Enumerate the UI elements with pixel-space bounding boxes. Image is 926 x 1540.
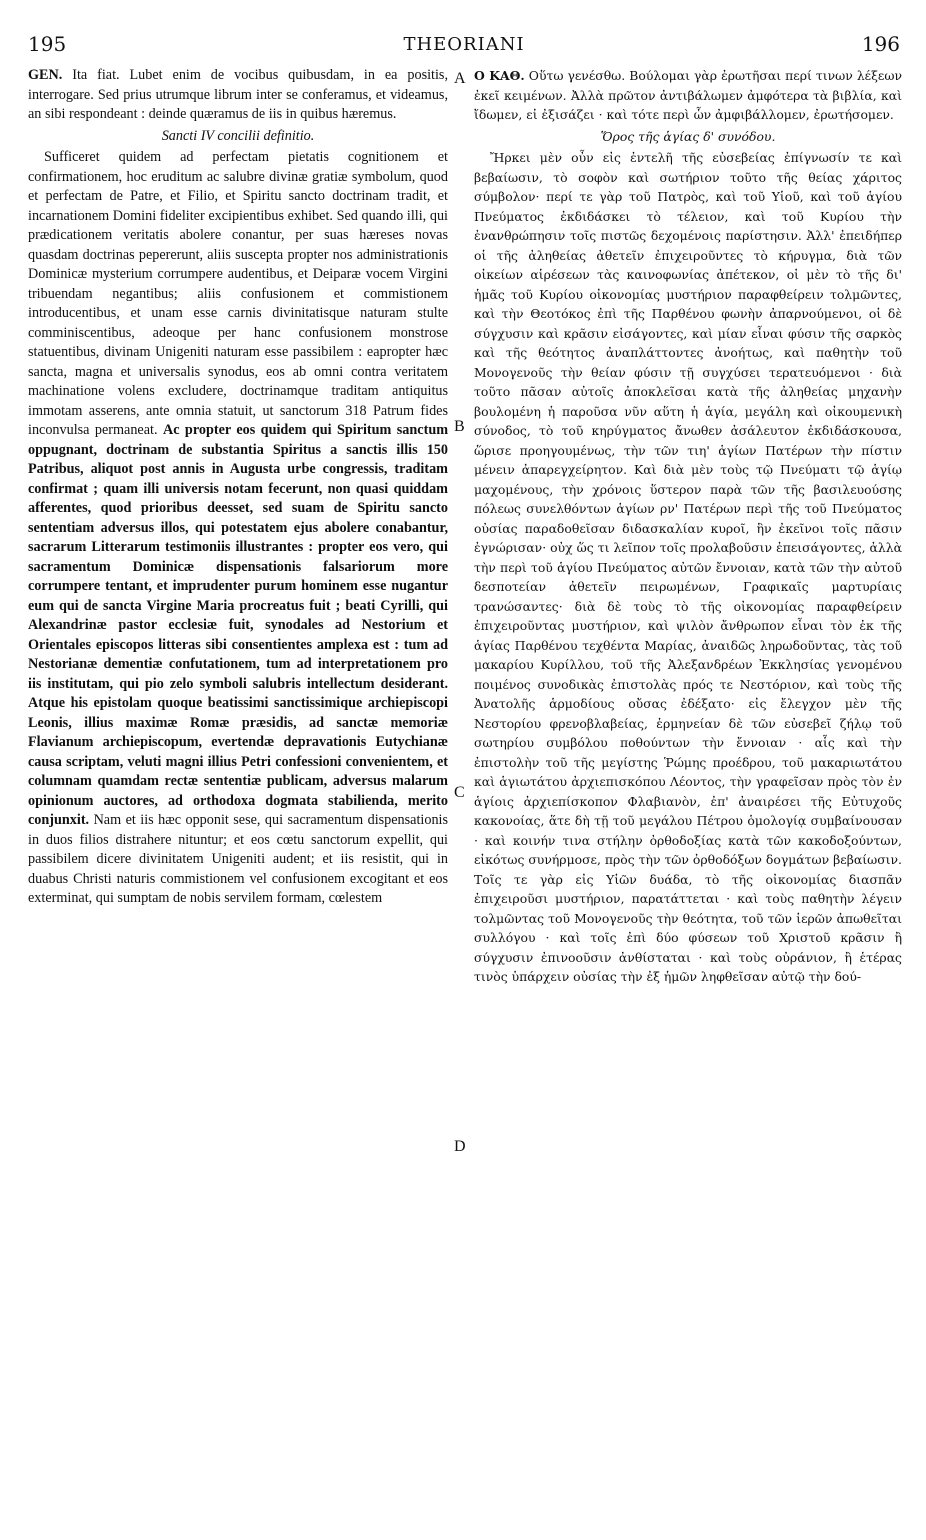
latin-opening-paragraph: [28, 66, 448, 125]
margin-letter-d: D: [454, 1138, 466, 1155]
greek-section-heading: Ὅρος τῆς ἁγίας δ' συνόδου.: [600, 128, 776, 144]
margin-letter-b: B: [454, 418, 465, 435]
page-number-right: 196: [861, 32, 900, 56]
page-number-left: 195: [28, 32, 67, 56]
running-head: [28, 32, 900, 58]
greek-speaker: Ο ΚΑΘ.: [474, 68, 525, 83]
margin-letter-c: C: [454, 784, 465, 801]
greek-opening-paragraph: [474, 66, 902, 125]
latin-column: [28, 66, 448, 1532]
latin-opening-text: Ita fiat. Lubet enim de vocibus quibusdam, in ea positis, interrogare. Sed prius utrumque librum inter se conferamus, et videamus, an sibi respondeant : deinde quæramus de iis in quibus hæremus.: [28, 67, 448, 122]
margin-letter-a: A: [454, 70, 466, 87]
greek-body-paragraph: Ἤρκει μὲν οὖν εἰς ἐντελῆ τῆς εὐσεβείας ἐπίγνωσίν τε καὶ βεβαίωσιν, τὸ σοφὸν καὶ σωτήριον τοῦτο τῆς θείας χάριτος σύμβολον· περί τε γὰρ τοῦ Πατρὸς, καὶ τοῦ Υἱοῦ, καὶ τοῦ ἁγίου Πνεύματος ἐκδιδάσκει τὸ τέλειον, καὶ τοῦ Κυρίου τὴν ἐνανθρώπησιν τοῖς πιστῶς δεχομένοις παρίστησιν. Ἀλλ' ἐπειδήπερ οἱ τῆς ἀληθείας ἀθετεῖν ἐπιχειροῦντες τὸ κήρυγμα, διὰ τῶν οἰκείων αἱρέσεων τὰς καινοφωνίας ἀπέτεκον, οἱ μὲν τὸ τῆς δι' ἡμᾶς τοῦ Κυρίου οἰκονομίας μυστήριον παραφθείρειν τολμῶντες, καὶ τὴν Θεοτόκος ἐπὶ τῆς Παρθένου φωνὴν ἀπαρνούμενοι, οἱ δὲ σύγχυσιν καὶ κρᾶσιν εἰσάγοντες, καὶ μίαν εἶναι φύσιν τῆς σαρκὸς καὶ τῆς θεότητος ἀναπλάττοντες ἀνοήτως, καὶ παθητὴν τοῦ Μονογενοῦς τὴν θείαν φύσιν τῇ συγχύσει τερατευόμενοι · διὰ τοῦτο πᾶσαν αὐτοῖς ἀποκλεῖσαι κατὰ τῆς ἀληθείας μηχανὴν βουλομένη ἡ παροῦσα νῦν αὕτη ἡ ἁγία, μεγάλη καὶ οἰκουμενικὴ σύνοδος, τὸ τοῦ κηρύγματος ἄνωθεν ἀσάλευτον ἐκδιδάσκουσα, ὥρισε προηγουμένως, τὴν τῶν τιη' ἁγίων Πατέρων τὴν πίστιν μένειν ἀπαρεγχείρητον. Καὶ διὰ μὲν τοὺς τῷ Πνεύματι τῷ ἁγίῳ μαχομένους, τὴν χρόνοις ὕστερον παρὰ τῶν τῆς βασιλευούσης πόλεως συνελθόντων ἁγίων ρν' Πατέρων περὶ τῆς τοῦ Πνεύματος οὐσίας παραδοθεῖσαν διδασκαλίαν κυροῖ, ἣν ἐκεῖνοι τοῖς πᾶσιν ἐγνώρισαν· οὐχ ὥς τι λεῖπον τοῖς προλαβοῦσιν ἐπεισάγοντες, ἀλλὰ τὴν περὶ τοῦ ἁγίου Πνεύματος αὐτῶν ἔννοιαν, κατὰ τῶν τὴν αὐτοῦ δεσποτείαν ἀθετεῖν πειρωμένων, Γραφικαῖς μαρτυρίαις τρανώσαντες· διὰ δὲ τοὺς τὸ τῆς οἰκονομίας παραφθείρειν ἐπιχειροῦντας μυστήριον, καὶ ψιλὸν ἄνθρωπον εἶναι τὸν ἐκ τῆς ἁγίας Παρθένου τεχθέντα Μαρίας, ἀναιδῶς ληρωδοῦντας, τὰς τοῦ μακαρίου Κυρίλλου, τοῦ τῆς Ἀλεξανδρέων Ἐκκλησίας γενομένου ποιμένος συνοδικὰς ἐπιστολὰς πρός τε Νεστόριον, καὶ τοὺς τῆς Ἀνατολῆς ἁρμοδίους οὔσας ἐδέξατο· εἰς ἔλεγχον μὲν τῆς Νεστορίου φρενοβλαβείας, ἑρμηνείαν δὲ τῶν εὐσεβεῖ ζήλῳ τοῦ σωτηρίου συμβόλου ποθούντων τὴν ἔννοιαν · αἷς καὶ τὴν ἐπιστολὴν τοῦ τῆς μεγίστης Ῥώμης προέδρου, τοῦ μακαριωτάτου καὶ ἁγιωτάτου ἀρχιεπισκόπου Λέοντος, τὴν γραφεῖσαν πρὸς τὸν ἐν ἁγίοις ἀρχιεπίσκοπον Φλαβιανὸν, ἐπ' ἀναιρέσει τῆς Εὐτυχοῦς κακονοίας, ἅτε δὴ τῇ τοῦ μεγάλου Πέτρου ὁμολογίᾳ συμβαίνουσαν · καὶ κοινήν τινα στήλην ὀρθοδοξίας κατὰ τῶν κακοδοξούντων, εἰκότως συνήρμοσε, πρὸς τὴν τῶν ὀρθοδόξων δογμάτων βεβαίωσιν. Τοῖς τε γὰρ εἰς Υἱῶν δυάδα, τὸ τῆς οἰκονομίας διασπᾶν ἐπιχειροῦσι μυστήριον, παρατάττεται · καὶ τοὺς παθητὴν λέγειν τολμῶντας τοῦ Μονογενοῦς τὴν θεότητα, τοῦ τῶν ἱερῶν ἀπωθεῖται συλλόγου · καὶ τοῖς ἐπὶ δύο φύσεων τοῦ Χριστοῦ κρᾶσιν ἢ σύγχυσιν ἐπινοοῦσιν ἀνθίσταται · καὶ τοὺς οὐράνιον, ἢ ἑτέρας τινὸς ὑπάρχειν οὐσίας τὴν ἐξ ἡμῶν ληφθεῖσαν αὐτῷ τὴν δού-: [474, 150, 902, 984]
greek-column: [474, 66, 902, 1532]
latin-body-paragraph: [28, 148, 448, 909]
running-title: THEORIANI: [403, 34, 525, 55]
latin-body-bold-text: Ac propter eos quidem qui Spiritum sanctum oppugnant, doctrinam de substantia Spiritus a sanctis illis 150 Patribus, aliquot post annis in Augusta urbe congressis, traditam confirmat ; quam illi universis notam fecerunt, non quasi quiddam afferentes, quod prioribus deesset, sed suam de Spiritu sancto sententiam adversus illos, qui potestatem ejus abolere conabantur, sacrarum Litterarum testimoniis illustrantes : propter eos vero, qui sacramentum Dominicæ dispensationis falsariorum more corrumpere tentant, et imprudenter purum hominem esse nugantur eum qui de sancta Virgine Maria procreatus fuit ; beati Cyrilli, qui Alexandrinæ pastor ecclesiæ fuit, synodales ad Nestorium et Orientales episcopos litteras sibi consentientes amplexa est : tum ad Nestorianæ dementiæ confutationem, tum ad interpretationem pro iis institutam, qui pio zelo symboli salubris intellectum desiderant. Atque his epistolam quoque beatissimi sanctissimique archiepiscopi Leonis, illius maximæ Romæ præsidis, ad sanctæ memoriæ Flavianum archiepiscopum, evertendæ depravationis Eutychianæ causa scriptam, veluti magni illius Petri confessioni convenientem, et columnam quamdam rectæ sententiæ publicam, adversus malarum opinionum auctores, ad orthodoxa dogmata stabilienda, merito conjunxit.: [28, 422, 448, 828]
latin-speaker: GEN.: [28, 67, 63, 83]
latin-body-end-text: Nam et iis hæc opponit sese, qui sacramentum dispensationis in duos filios distrahere nituntur; et eos cœtu sanctorum expellit, qui passibilem dicere divinitatem Unigeniti audent; et iis resistit, qui in duabus Christi naturis commistionem vel confusionem excogitant et eos exterminat, qui sumptam de nobis servilem formam, cœlestem: [28, 812, 448, 906]
latin-body-text: Sufficeret quidem ad perfectam pietatis cognitionem et confirmationem, hoc eruditum ac salubre divinæ gratiæ symbolum, quod et perfectam de Patre, et Filio, et Spiritu sancto doctrinam tradit, et incarnationem Domini fideliter excipientibus exhibet. Sed quando illi, qui prædicationem veritatis abolere conantur, per suas hæreses novas quasdam doctrinas pepererunt, aliis suscepta propter nos administrationis Dominicæ mysterium corrumpere audentibus, et Deiparæ vocem Virgini tribuendam negantibus; aliis confusionem et commistionem introducentibus, et unam esse carnis divinitatisque naturam stulte comminiscentibus, adeoque per hanc confusionem monstrose statuentibus, divinam Unigeniti naturam esse passibilem : eapropter hæc sancta, magna et universalis synodus, eos ab omni contra veritatem machinatione volens excludere, doctrinamque traditam antiquitus immotam asserens, ante omnia statuit, ut sanctorum 318 Patrum fides inconvulsa permaneat.: [28, 149, 448, 438]
latin-section-heading: Sancti IV concilii definitio.: [161, 127, 315, 144]
greek-opening-text: Οὕτω γενέσθω. Βούλομαι γὰρ ἐρωτῆσαι περί τινων λέξεων ἐκεῖ κειμένων. Ἀλλὰ πρῶτον ἀντιβάλωμεν ἀμφότερα τὰ βιβλία, καὶ ἴδωμεν, εἰ ἐξισάζει · καὶ τότε περὶ ὧν ἀμφιβάλλομεν, ἐρωτήσομεν.: [474, 68, 902, 122]
